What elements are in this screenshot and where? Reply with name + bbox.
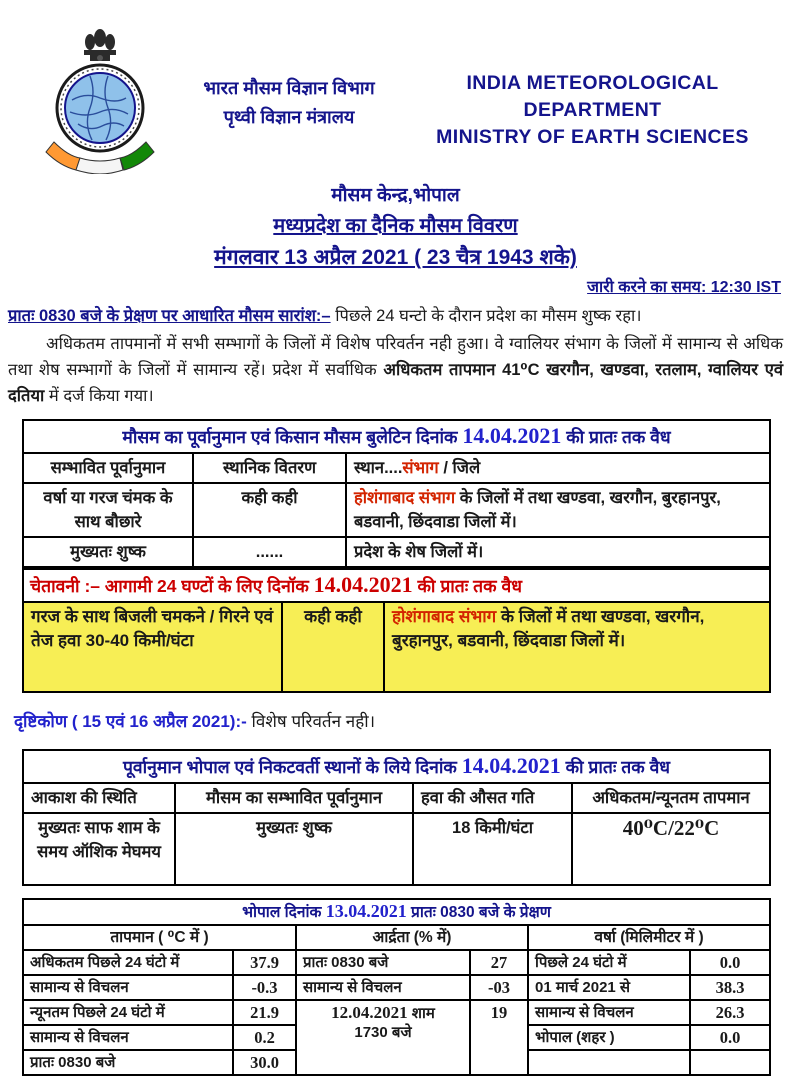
dept-hi-line1: भारत मौसम विज्ञान विभाग	[203, 78, 375, 98]
col3-pre: स्थान....	[354, 459, 403, 477]
forecast-districts: के जिलों में तथा खण्डवा, खरगौन, बुरहानपुर, बडवानी, छिंदवाडा जिलों में।	[354, 489, 721, 531]
forecast-type-cell: मुख्यतः शुष्क	[23, 537, 193, 567]
temp-departure-value: -0.3	[233, 975, 296, 1000]
col-header-probable-weather: मौसम का सम्भावित पूर्वानुमान	[175, 783, 413, 813]
weather-summary-paragraph	[8, 303, 783, 329]
forecast-title-date: 14.04.2021	[462, 423, 562, 448]
forecast-distribution-cell: कही कही	[193, 483, 346, 537]
observations-row-1	[23, 950, 770, 975]
probable-weather-value: मुख्यतः शुष्क	[175, 813, 413, 885]
forecast-area-cell: प्रदेश के शेष जिलों में।	[346, 537, 770, 567]
observations-title	[23, 899, 770, 925]
humidity-0830-value: 27	[470, 950, 528, 975]
humidity-evening-date: 12.04.2021	[331, 1003, 408, 1022]
temp-0830-label: प्रातः 0830 बजे	[23, 1050, 233, 1075]
department-name-hindi	[174, 74, 404, 132]
warning-title	[23, 569, 770, 602]
summary-lead: प्रातः 0830 बजे के प्रेक्षण पर आधारित मौसम सारांश:–	[8, 307, 331, 325]
outlook-text: विशेष परिवर्तन नही।	[246, 712, 376, 731]
max-min-temp-value: 40⁰C/22⁰C	[572, 813, 770, 885]
temp-min-24h-label: न्यूनतम पिछले 24 घंटो में	[23, 1000, 233, 1025]
warning-phenomenon-cell: गरज के साथ बिजली चमकने / गिरने एवं तेज हवा 30-40 किमी/घंटा	[23, 602, 282, 692]
forecast-title-pre: मौसम का पूर्वानुमान एवं किसान मौसम बुलेटिन दिनांक	[122, 427, 463, 447]
department-name-english	[404, 70, 781, 151]
dept-en-line1: INDIA METEOROLOGICAL DEPARTMENT	[466, 72, 719, 121]
temp-min-24h-value: 21.9	[233, 1000, 296, 1025]
col-header-wind-speed: हवा की औसत गति	[413, 783, 572, 813]
warning-area-cell	[384, 602, 770, 692]
col-header-sky-condition: आकाश की स्थिति	[23, 783, 175, 813]
rain-bhopal-city-label: भोपाल (शहर )	[528, 1025, 690, 1050]
warning-title-date: 14.04.2021	[313, 572, 413, 597]
temp-0830-value: 30.0	[233, 1050, 296, 1075]
humidity-departure-label: सामान्य से विचलन	[296, 975, 470, 1000]
centre-name: मौसम केन्द्र,भोपाल	[331, 185, 460, 206]
humidity-evening-rest: शाम	[407, 1005, 435, 1022]
observations-group-header-row	[23, 925, 770, 950]
bulletin-title: मध्यप्रदेश का दैनिक मौसम विवरण	[273, 215, 518, 237]
group-header-humidity: आर्द्रता (% में)	[296, 925, 528, 950]
rain-24h-value: 0.0	[690, 950, 770, 975]
rain-departure-label: सामान्य से विचलन	[528, 1000, 690, 1025]
forecast-table-title	[23, 420, 770, 453]
obs-title-date: 13.04.2021	[325, 901, 407, 921]
bhopal-forecast-data-row	[23, 813, 770, 885]
warning-row	[23, 602, 770, 692]
observations-row-3	[23, 1000, 770, 1025]
warning-title-row	[23, 569, 770, 602]
outlook-label: दृष्टिकोण ( 15 एवं 16 अप्रैल 2021):-	[14, 712, 247, 731]
rain-empty-label	[528, 1050, 690, 1075]
bhopal-forecast-table	[22, 749, 771, 886]
forecast-area-cell	[346, 483, 770, 537]
observations-table	[22, 898, 771, 1076]
col3-division: संभाग	[402, 459, 439, 477]
rain-24h-label: पिछले 24 घंटो में	[528, 950, 690, 975]
rain-since-march-label: 01 मार्च 2021 से	[528, 975, 690, 1000]
dept-hi-line2: पृथ्वी विज्ञान मंत्रालय	[223, 107, 355, 127]
warning-division-name: होशंगाबाद संभाग	[392, 607, 497, 626]
forecast-header-row	[23, 453, 770, 483]
temp-max-24h-label: अधिकतम पिछले 24 घंटो में	[23, 950, 233, 975]
observations-title-row	[23, 899, 770, 925]
obs-title-pre: भोपाल दिनांक	[242, 904, 326, 921]
bhopal-forecast-title	[23, 750, 770, 783]
rain-empty-value	[690, 1050, 770, 1075]
group-header-temperature: तापमान ( ⁰C में )	[23, 925, 296, 950]
imd-emblem-icon	[34, 26, 166, 174]
col3-post: / जिले	[438, 459, 481, 477]
temp-max-24h-value: 37.9	[233, 950, 296, 975]
issue-time: जारी करने का समय: 12:30 IST	[587, 279, 781, 296]
rain-since-march-value: 38.3	[690, 975, 770, 1000]
para2-text-1: अधिकतम तापमानों में सभी सम्भागों के जिलों में विशेष परिवर्तन नही हुआ। वे ग्वालियर संभाग के जिलों में सामान्य से अधिक तथा शेष सम्भागों के जिलों में सामान्य रहें। प्रदेश में सर्वाधिक	[8, 335, 783, 379]
sky-condition-value: मुख्यतः साफ शाम के समय ऑशिक मेघमय	[23, 813, 175, 885]
col-header-probable-forecast: सम्भावित पूर्वानुमान	[23, 453, 193, 483]
rain-bhopal-city-value: 0.0	[690, 1025, 770, 1050]
dept-en-line2: MINISTRY OF EARTH SCIENCES	[436, 126, 749, 148]
bhopal-forecast-header-row	[23, 783, 770, 813]
humidity-0830-label: प्रातः 0830 बजे	[296, 950, 470, 975]
temp-min-departure-label: सामान्य से विचलन	[23, 1025, 233, 1050]
humidity-evening-time: 1730 बजे	[354, 1024, 412, 1041]
temp-departure-label: सामान्य से विचलन	[23, 975, 233, 1000]
temp-min-departure-value: 0.2	[233, 1025, 296, 1050]
warning-districts: के जिलों में तथा खण्डवा, खरगौन, बुरहानपुर, बडवानी, छिंदवाडा जिलों में।	[392, 607, 705, 650]
summary-text: पिछले 24 घन्टो के दौरान प्रदेश का मौसम शुष्क रहा।	[330, 307, 642, 325]
outlook-line	[14, 709, 783, 735]
humidity-evening-value: 19	[470, 1000, 528, 1075]
forecast-division-name: होशंगाबाद संभाग	[354, 489, 456, 507]
wind-speed-value: 18 किमी/घंटा	[413, 813, 572, 885]
forecast-title-post: की प्रातः तक वैध	[561, 427, 671, 447]
forecast-row-rain	[23, 483, 770, 537]
bf-title-pre: पूर्वानुमान भोपाल एवं निकटवर्ती स्थानों के लिये दिनांक	[122, 757, 462, 777]
document-header	[0, 0, 791, 179]
col-header-place	[346, 453, 770, 483]
forecast-distribution-cell: ......	[193, 537, 346, 567]
para2-text-2: में दर्ज किया गया।	[44, 387, 154, 405]
observations-row-2	[23, 975, 770, 1000]
forecast-title-row	[23, 420, 770, 453]
rain-departure-value: 26.3	[690, 1000, 770, 1025]
forecast-row-dry	[23, 537, 770, 567]
humidity-evening-label	[296, 1000, 470, 1075]
warning-table	[22, 568, 771, 693]
warning-distribution-cell: कही कही	[282, 602, 384, 692]
group-header-rainfall: वर्षा (मिलिमीटर में )	[528, 925, 770, 950]
warning-title-pre: चेतावनी :– आगामी 24 घण्टों के लिए दिनॉक	[30, 576, 314, 596]
bf-title-date: 14.04.2021	[461, 753, 561, 778]
forecast-table	[22, 419, 771, 568]
humidity-departure-value: -03	[470, 975, 528, 1000]
col-header-spatial-distribution: स्थानिक वितरण	[193, 453, 346, 483]
forecast-type-cell: वर्षा या गरज चंमक के साथ बौछारे	[23, 483, 193, 537]
warning-title-post: की प्रातः तक वैध	[412, 576, 522, 596]
bf-title-post: की प्रातः तक वैध	[560, 757, 671, 777]
col-header-max-min-temp: अधिकतम/न्यूनतम तापमान	[572, 783, 770, 813]
temperature-summary-paragraph	[8, 331, 783, 409]
para2-bold-max-temp: अधिकतम तापमान 41⁰C खरगौन, खण्डवा, रतलाम, ग्वालियर एवं दतिया	[8, 361, 783, 405]
bulletin-date: मंगलवार 13 अप्रैल 2021 ( 23 चैत्र 1943 शके)	[214, 246, 577, 269]
obs-title-post: प्रातः 0830 बजे के प्रेक्षण	[406, 904, 551, 921]
imd-logo	[34, 26, 174, 179]
bhopal-forecast-title-row	[23, 750, 770, 783]
